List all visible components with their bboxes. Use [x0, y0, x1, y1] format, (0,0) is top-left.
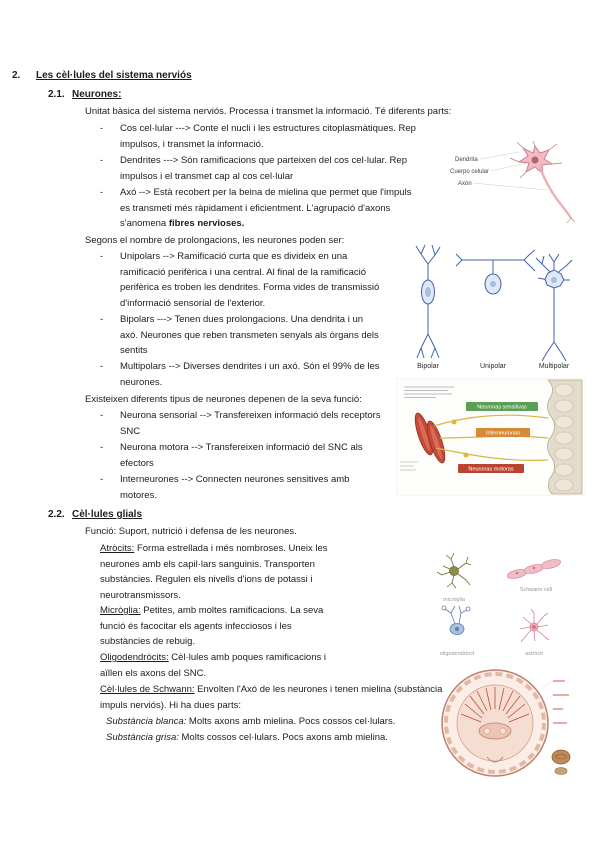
- unipolar-neuron: [456, 250, 535, 294]
- bullet-axo: [100, 185, 420, 232]
- neuron-types-illustration: [396, 230, 586, 372]
- schwann-cell: [506, 558, 561, 581]
- bullet-dash: -: [100, 474, 104, 485]
- label-neuronas-sensitivas: Neuronas sensitivas: [477, 404, 527, 411]
- label-cuerpo-celular: Cuerpo celular: [450, 169, 490, 175]
- bullet-neurona-motora: [100, 440, 385, 471]
- glial-text: Petites, amb moltes ramificacions. La seva funció és facocitar els agents infecciosos i les substàncies de rebuig.: [100, 605, 324, 647]
- bullet-cos-cellular: [100, 121, 420, 152]
- label-neuronas-motoras: Neuronas motoras: [468, 466, 514, 473]
- bullet-dash: -: [100, 361, 104, 372]
- label-dendrita: Dendrita: [455, 157, 478, 163]
- bullet-neurona-sensorial: [100, 408, 385, 439]
- section-number: 2.: [12, 70, 21, 81]
- subsection-title: Cèl·lules glials: [72, 509, 143, 520]
- glial-text: Cèl·lules amb poques ramificacions i aïllen els axons del SNC.: [100, 652, 326, 679]
- label-bipolar: Bipolar: [417, 363, 439, 370]
- neuron-drawing: [510, 141, 575, 223]
- neuron-illustration: [447, 140, 577, 225]
- bullet-text-regular: Axó --> Està recobert per la beina de mielina que permet que l'impuls es transmeti més ràpidament i eficientment. L'agrupació d'axons s'anomena: [120, 187, 412, 229]
- subsection-number: 2.1.: [48, 89, 65, 100]
- glia-labels: [440, 587, 552, 657]
- glial-text: Envolten l'Axó de les neurones i tenen mielina (substància impuls nerviós). Hi ha dues parts:: [100, 684, 443, 711]
- bullet-text: [120, 185, 420, 232]
- substancia-term: Substància blanca:: [106, 716, 187, 727]
- subsection-title: Neurones:: [72, 89, 122, 100]
- subsection-heading-glials: [48, 507, 142, 523]
- astrocyte-cell: [520, 609, 549, 642]
- bullet-dash: -: [100, 187, 104, 198]
- figure-pathway: [396, 378, 586, 501]
- multipolar-neuron: [536, 254, 572, 361]
- neurones-intro: Unitat bàsica del sistema nerviós. Processa i transmet la informació. Té diferents parts:: [85, 106, 452, 117]
- bullet-text: Neurona sensorial --> Transfereixen informació dels receptors SNC: [120, 410, 381, 437]
- pathway-illustration: [396, 378, 586, 496]
- label-multipolar: Multipolar: [538, 363, 570, 370]
- brain-illustration: [425, 665, 580, 783]
- substancia-text: Molts cossos cel·lulars. Pocs axons amb mielina.: [178, 732, 388, 743]
- axon-terminals: [567, 218, 575, 223]
- label-unipolar: Unipolar: [479, 363, 507, 370]
- glial-term: Oligodendròcits:: [100, 652, 169, 663]
- figure-glial-cells: [412, 543, 582, 670]
- neuron-types-labels: [417, 363, 570, 370]
- bullet-text: Interneurones --> Connecten neurones sensitives amb motores.: [120, 474, 350, 501]
- para-microglia: [100, 603, 340, 650]
- microglia-cell: [437, 553, 471, 588]
- glial-term: Micròglia:: [100, 605, 141, 616]
- figure-neuron-types: [396, 230, 586, 377]
- substancia-text: Molts axons amb mielina. Pocs cossos cel·lulars.: [186, 716, 396, 727]
- bullet-interneurones: [100, 472, 385, 503]
- bullet-dash: -: [100, 410, 104, 421]
- bullet-dash: -: [100, 442, 104, 453]
- oligodendrocyte-cell: [442, 606, 470, 635]
- glials-funcio: Funció: Suport, nutrició i defensa de les neurones.: [85, 526, 297, 537]
- label-axon: Axón: [458, 181, 472, 187]
- bullet-text: Bipolars ---> Tenen dues prolongacions. Una dendrita i un axó. Neurones que reben transmeten senyals als òrgans dels sentits: [120, 314, 379, 356]
- figure-brain-section: [425, 665, 580, 788]
- glia-illustration: [412, 543, 582, 665]
- bullet-dash: -: [100, 155, 104, 166]
- glial-text: Forma estrellada i més nombroses. Uneix les neurones amb els capil·lars sanguinis. Transporten substàncies. Regulen els nivells d'ions de potassi i neurotransmissors.: [100, 543, 328, 601]
- label-astrocit: astròcit: [525, 651, 543, 657]
- bullet-dash: -: [100, 251, 104, 262]
- bullet-text: Neurona motora --> Transfereixen informació del SNC als efectors: [120, 442, 363, 469]
- label-microglia: micròglia: [442, 597, 466, 603]
- para-schwann: [100, 682, 452, 713]
- neuron-labels: [450, 157, 489, 187]
- bullet-bipolars: [100, 312, 382, 359]
- types-intro: Segons el nombre de prolongacions, les neurones poden ser:: [85, 235, 345, 246]
- label-schwann: Schwann cell: [519, 587, 553, 593]
- para-atrocits: [100, 541, 340, 603]
- bullet-text: Multipolars --> Diverses dendrites i un axó. Són el 99% de les neurones.: [120, 361, 380, 388]
- subsection-number: 2.2.: [48, 509, 65, 520]
- bullet-dendrites: [100, 153, 420, 184]
- bullet-dash: -: [100, 123, 104, 134]
- para-oligodendrocits: [100, 650, 340, 681]
- neuron-axon: [540, 168, 571, 218]
- bipolar-neuron: [416, 245, 440, 358]
- small-sketch: [552, 750, 570, 775]
- bullet-text: Dendrites ---> Són ramificacions que parteixen del cos cel·lular. Rep impulsos i el transmet cap al cos cel·lular: [120, 155, 407, 182]
- label-interneuronas: Interneuronas: [486, 430, 520, 437]
- bullet-dash: -: [100, 314, 104, 325]
- neuron-nucleus: [532, 157, 539, 164]
- bullet-text: Unipolars --> Ramificació curta que es divideix en una ramificació perifèrica i una central. Al final de la ramificació perifèrica es troben les dendrites. Forma vides de transmissió d'informació sensorial de l'exterior.: [120, 251, 380, 309]
- section-title: Les cèl·lules del sistema nerviós: [36, 70, 192, 81]
- subsection-heading-neurones: [48, 87, 121, 103]
- glial-term: Cèl·lules de Schwann:: [100, 684, 195, 695]
- section-heading: [12, 68, 192, 84]
- bullet-text-bold: fibres nervioses.: [168, 218, 245, 229]
- figure-neuron: [447, 140, 577, 230]
- bullet-unipolars: [100, 249, 382, 311]
- label-oligodendrocit: oligodendròcit: [439, 651, 475, 657]
- glial-term: Atròcits:: [100, 543, 135, 554]
- functions-intro: Existeixen diferents tipus de neurones depenen de la seva funció:: [85, 394, 362, 405]
- bullet-multipolars: [100, 359, 382, 390]
- bullet-text: Cos cel·lular ---> Conte el nucli i les estructures citoplasmàtiques. Rep impulsos, i transmet la informació.: [120, 123, 416, 150]
- substancia-term: Substància grisa:: [106, 732, 179, 743]
